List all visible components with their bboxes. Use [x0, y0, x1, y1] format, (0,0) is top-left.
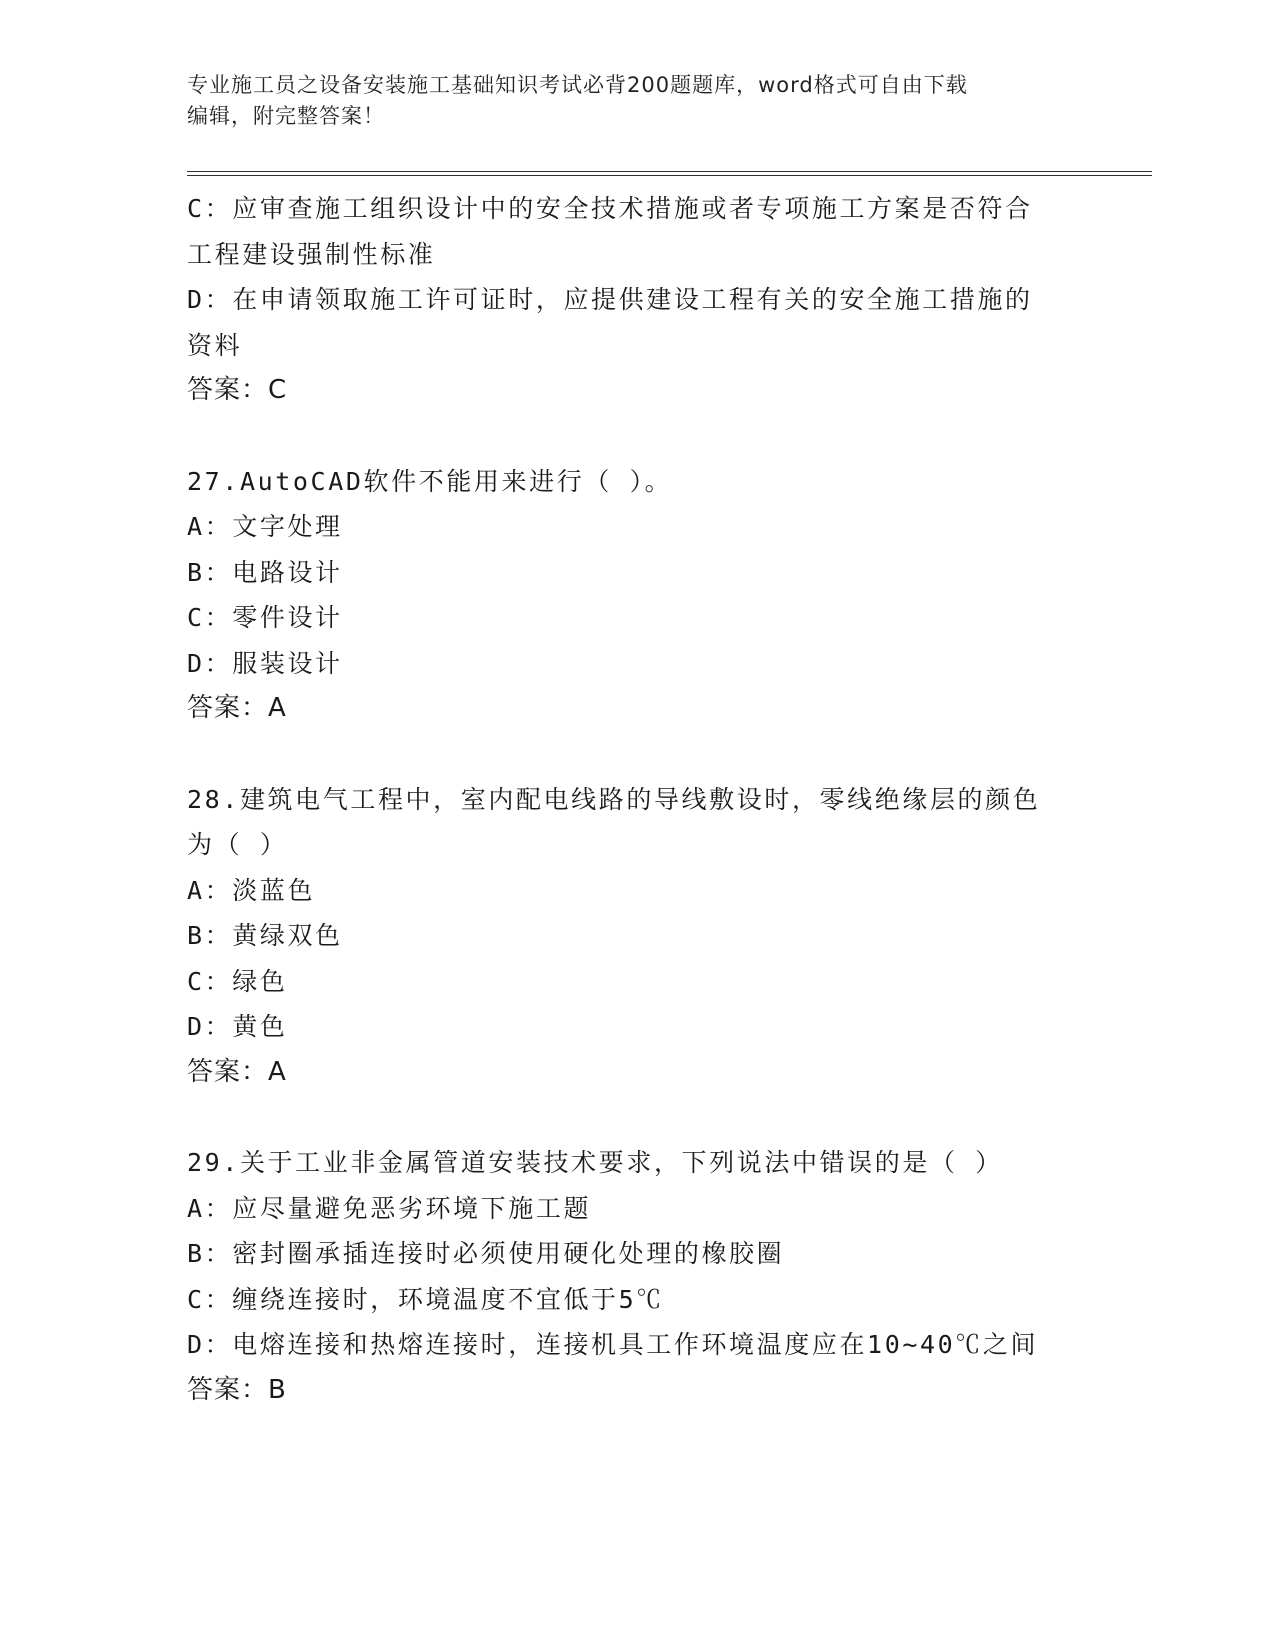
- option-d-line2: 资料: [187, 330, 243, 360]
- option-c: C：零件设计: [187, 603, 343, 632]
- option-c: C：绿色: [187, 966, 288, 996]
- document-header: [187, 70, 1067, 132]
- header-title-line1: 专业施工员之设备安装施工基础知识考试必背200题题库，word格式可自由下载: [187, 73, 968, 97]
- answer-line: 答案：B: [187, 1374, 287, 1405]
- continued-question: [187, 186, 1077, 414]
- header-divider-top: [187, 171, 1152, 172]
- option-c-line2: 工程建设强制性标准: [187, 239, 436, 269]
- option-c-line1: C：应审查施工组织设计中的安全技术措施或者专项施工方案是否符合: [187, 194, 1033, 223]
- question-content: [187, 186, 1077, 1413]
- option-a: A：淡蓝色: [187, 875, 316, 905]
- answer-line: 答案：C: [187, 375, 288, 405]
- answer-line: 答案：A: [187, 693, 287, 723]
- option-d: D：服装设计: [187, 648, 343, 678]
- question-stem: 28.建筑电气工程中，室内配电线路的导线敷设时，零线绝缘层的颜色: [187, 784, 1041, 814]
- question-stem: 27.AutoCAD软件不能用来进行（ ）。: [187, 466, 673, 496]
- question-stem: 29.关于工业非金属管道安装技术要求，下列说法中错误的是（ ）: [187, 1148, 1003, 1177]
- answer-line: 答案：A: [187, 1056, 287, 1087]
- header-divider-bottom: [187, 175, 1152, 176]
- option-b: B：密封圈承插连接时必须使用硬化处理的橡胶圈: [187, 1239, 785, 1268]
- option-a: A：应尽量避免恶劣环境下施工题: [187, 1193, 592, 1223]
- question-29: [187, 1140, 1077, 1413]
- question-27: [187, 459, 1077, 732]
- option-d-line1: D：在申请领取施工许可证时，应提供建设工程有关的安全施工措施的: [187, 285, 1033, 314]
- question-28: [187, 777, 1077, 1096]
- option-c: C：缠绕连接时，环境温度不宜低于5℃: [187, 1284, 664, 1314]
- option-a: A：文字处理: [187, 512, 343, 541]
- option-b: B：电路设计: [187, 557, 343, 587]
- option-d: D：电熔连接和热熔连接时，连接机具工作环境温度应在10~40℃之间: [187, 1330, 1039, 1359]
- header-title-line2: 编辑，附完整答案！: [187, 104, 385, 128]
- option-b: B：黄绿双色: [187, 921, 343, 950]
- option-d: D：黄色: [187, 1012, 288, 1041]
- question-stem-continued: 为（ ）: [187, 830, 288, 859]
